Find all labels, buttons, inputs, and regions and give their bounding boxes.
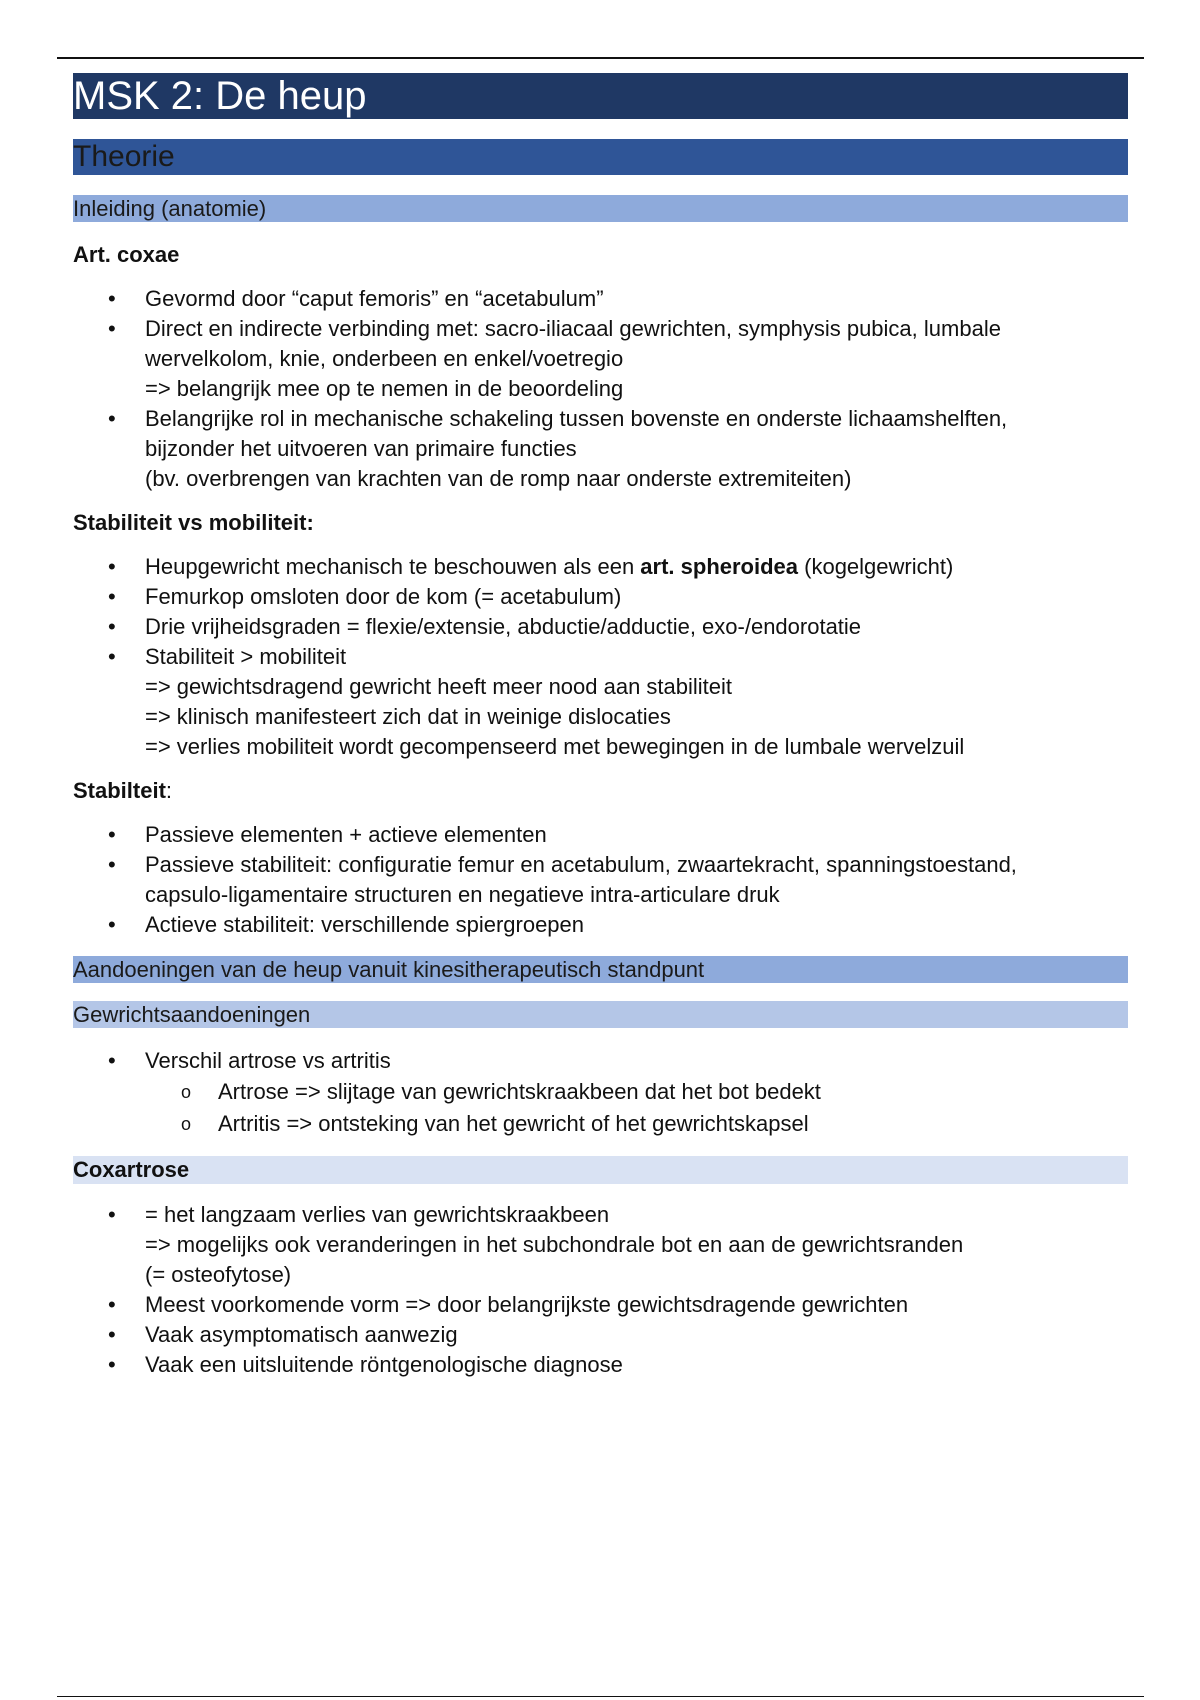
heading-aandoeningen: Aandoeningen van de heup vanuit kinesitherapeutisch standpunt [73, 956, 1128, 983]
list-item: • Vaak een uitsluitende röntgenologische diagnose [73, 1350, 1128, 1380]
bullet-icon: • [108, 644, 116, 669]
bullet-icon: • [108, 822, 116, 847]
list-item: • Meest voorkomende vorm => door belangrijkste gewichtsdragende gewrichten [73, 1290, 1128, 1320]
list-item: • Direct en indirecte verbinding met: sacro-iliacaal gewrichten, symphysis pubica, lumbale wervelkolom, knie, onderbeen en enkel/voetregio => belangrijk mee op te nemen in de beoordeling [108, 316, 1001, 401]
sub-list-item: o Artrose => slijtage van gewrichtskraakbeen dat het bot bedekt [73, 1076, 1128, 1108]
bottom-rule [57, 1696, 1144, 1697]
list-item: • Femurkop omsloten door de kom (= acetabulum) [73, 582, 1128, 612]
section-heading-theorie: Theorie [73, 139, 1128, 175]
list-stabiliteit-mobiliteit [73, 552, 1128, 762]
bullet-icon: • [108, 614, 116, 639]
list-item: • Heupgewricht mechanisch te beschouwen als een art. spheroidea (kogelgewricht) [73, 552, 1128, 582]
bullet-icon: • [108, 316, 116, 341]
label-stabilteit: Stabilteit: [73, 778, 173, 803]
bullet-icon: • [108, 1292, 116, 1317]
list-coxartrose [73, 1200, 1128, 1380]
list-art-coxae [73, 284, 1128, 494]
list-stabilteit [73, 820, 1128, 940]
list-item: • Belangrijke rol in mechanische schakeling tussen bovenste en onderste lichaamshelften, bijzonder het uitvoeren van primaire functies (bv. overbrengen van krachten van de romp naar onderste extremiteiten) [108, 406, 1008, 491]
list-item: • Gevormd door “caput femoris” en “acetabulum” [73, 284, 1128, 314]
bullet-icon: • [108, 554, 116, 579]
list-item: • Vaak asymptomatisch aanwezig [73, 1320, 1128, 1350]
list-item: • Verschil artrose vs artritis [73, 1046, 1128, 1076]
bullet-icon: • [108, 912, 116, 937]
label-stabiliteit-vs-mobiliteit: Stabiliteit vs mobiliteit: [73, 510, 314, 535]
list-item: • Passieve stabiliteit: configuratie femur en acetabulum, zwaartekracht, spanningstoestand, capsulo-ligamentaire structuren en negatieve intra-articulare druk [108, 852, 1017, 907]
page-title: MSK 2: De heup [73, 73, 1128, 119]
circle-bullet-icon: o [181, 1082, 192, 1102]
sub-list-item: o Artritis => ontsteking van het gewricht of het gewrichtskapsel [73, 1108, 1128, 1140]
bullet-icon: • [108, 1352, 116, 1377]
list-item: • Actieve stabiliteit: verschillende spiergroepen [73, 910, 1128, 940]
bullet-icon: • [108, 1322, 116, 1347]
sublist-artrose-artritis [73, 1076, 1128, 1140]
list-item: • = het langzaam verlies van gewrichtskraakbeen => mogelijks ook veranderingen in het subchondrale bot en aan de gewrichtsranden (= osteofytose) [108, 1202, 964, 1287]
bullet-icon: • [108, 1202, 116, 1227]
list-item: • Stabiliteit > mobiliteit => gewichtsdragend gewricht heeft meer nood aan stabiliteit => klinisch manifesteert zich dat in weinige dislocaties => verlies mobiliteit wordt gecompenseerd met bewegingen in de lumbale wervelzuil [108, 644, 965, 759]
heading-coxartrose: Coxartrose [73, 1156, 1128, 1184]
heading-inleiding: Inleiding (anatomie) [73, 195, 1128, 222]
heading-gewrichtsaandoeningen: Gewrichtsaandoeningen [73, 1001, 1128, 1028]
bullet-icon: • [108, 406, 116, 431]
circle-bullet-icon: o [181, 1114, 192, 1134]
document-body [73, 73, 1128, 1380]
list-item: • Passieve elementen + actieve elementen [73, 820, 1128, 850]
bullet-icon: • [108, 584, 116, 609]
label-art-coxae: Art. coxae [73, 242, 180, 267]
bullet-icon: • [108, 852, 116, 877]
list-item: • Drie vrijheidsgraden = flexie/extensie, abductie/adductie, exo-/endorotatie [73, 612, 1128, 642]
bullet-icon: • [108, 286, 116, 311]
top-rule [57, 57, 1144, 59]
list-gewrichtsaandoeningen [73, 1046, 1128, 1076]
bullet-icon: • [108, 1048, 116, 1073]
